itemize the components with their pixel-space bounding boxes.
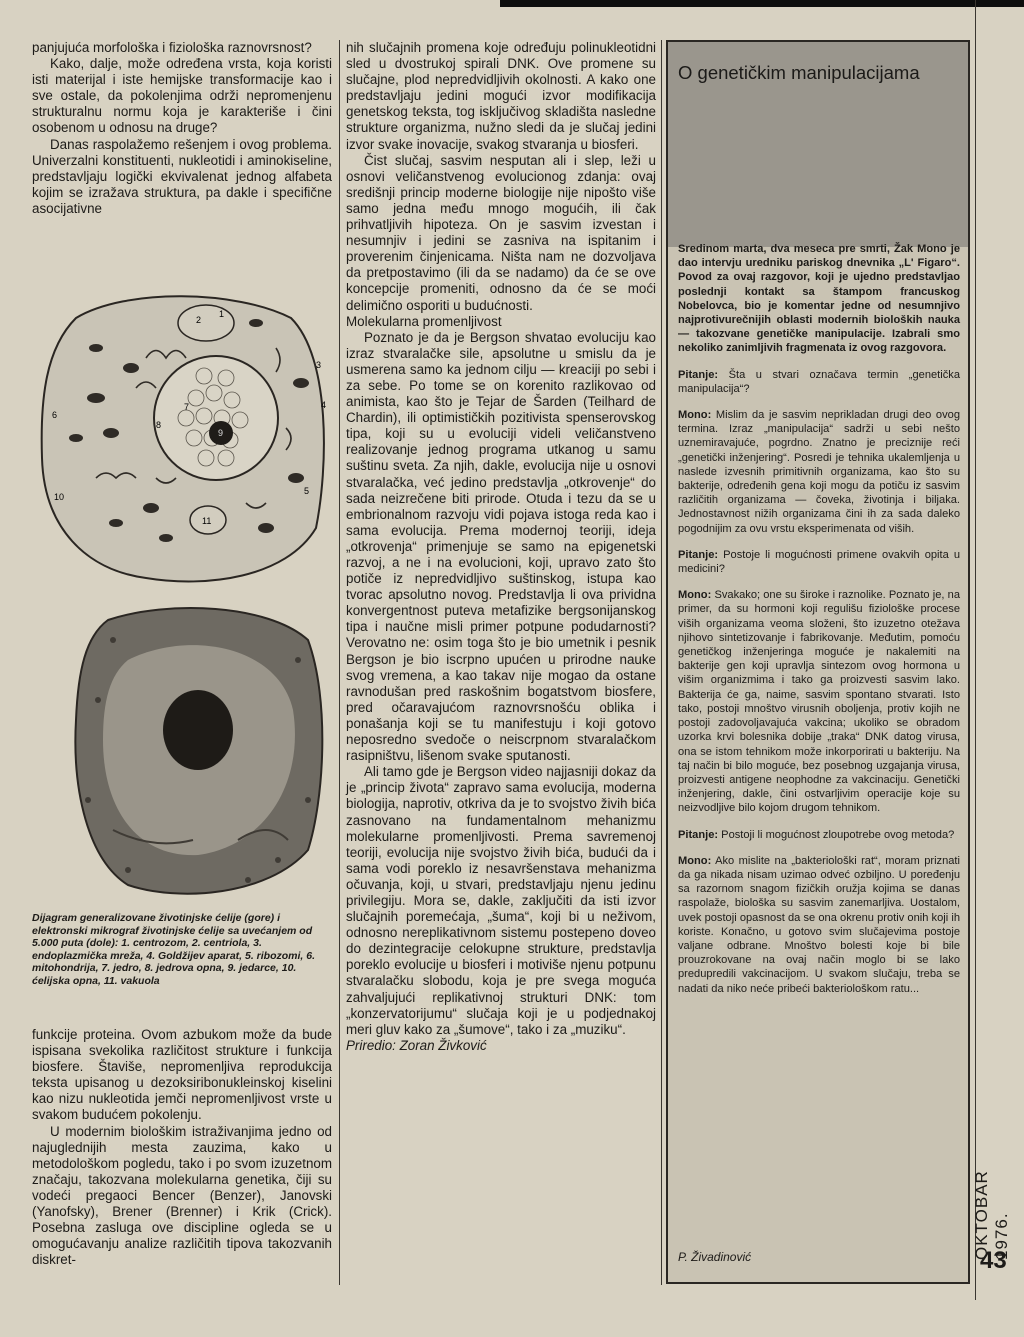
- interview-box-title: O genetičkim manipulacijama: [678, 62, 920, 83]
- column-1-top-text: [32, 40, 332, 217]
- right-margin-rule: [975, 0, 976, 1300]
- interview-text: Postoji li mogućnost zloupotrebe ovog metoda?: [721, 828, 955, 841]
- interview-exchange: [678, 548, 960, 576]
- interview-box-body: [678, 242, 960, 1008]
- interview-exchange: [678, 408, 960, 536]
- interview-text: Šta u stvari označava termin „genetička manipulacija“?: [678, 368, 960, 395]
- col1-top-paragraph: Danas raspolažemo rešenjem i ovog problema. Univerzalni konstituenti, nukleotidi i aminokiseline, predstavljaju logički ekvivalenat jednog alfabeta kojim se izražava struktura, pa dakle i specifične asocijativne: [32, 136, 332, 216]
- interview-speaker: Pitanje:: [678, 548, 719, 561]
- fig-label-8: 8: [156, 420, 162, 430]
- interview-speaker: Pitanje:: [678, 828, 719, 841]
- interview-exchange: [678, 854, 960, 996]
- interview-box-header: [668, 42, 968, 247]
- interview-exchange: [678, 828, 960, 842]
- interview-text: Mislim da je sasvim neprikladan drugi deo ovog termina. Izraz „manipulacija“ sadrži u sebi nešto uznemiravajuće, pogrdno. Znatno je preciznije reći „genetički inženjering“. Posredi je tehnika ukalemljenja u naslede izvesnih primitivnih organizama, kao što su bakterije, određenih gena koji mogu da potiču iz sasvim različitih organizama — čoveka, životinja i biljaka. Jednostavnost nižih organizama čini ih za sada daleko pogodnijim za ovu vrstu eksperimenata od viših.: [678, 409, 960, 535]
- column-2-bottom: [346, 330, 656, 1038]
- fig-label-1: 1: [219, 309, 225, 319]
- col2-top-paragraph: Čist slučaj, sasvim nesputan ali i slep, leži u osnovi veličanstvenog evolucionog zdanja: ovaj središnji princip moderne biologije nije nipošto više samo jedna među mnogo mogućih, ili čak prihvatljivih hipoteza. On je sasvim izvestan i nesumnjiv i jedini se zasniva na ispitanim i proverenim činjenicama. Ništa nam ne dozvoljava da pretpostavimo (ili da se nadamo) da će se ove koncepcije promeniti, odnosno da će se moći delimično osporiti u budućnosti.: [346, 152, 656, 313]
- fig-label-5: 5: [304, 486, 310, 496]
- figure-caption: Dijagram generalizovane životinjske ćelije (gore) i elektronski mikrograf životinjske ćelije sa uvećanjem od 5.000 puta (dole): 1. centrozom, 2. centriola, 3. endoplazmička mreža, 4. Goldžijev aparat, 5. ribozomi, 6. mitohondrija, 7. jedro, 8. jedrova opna, 9. jedarce, 10. ćelijska opna, 11. vakuola: [32, 912, 316, 987]
- column-2-text: [346, 40, 656, 1054]
- page-number: 43: [980, 1247, 1007, 1274]
- issue-date-text: OKTOBAR 1976.: [972, 1170, 1011, 1260]
- issue-date: [972, 1140, 1012, 1260]
- cell-diagram: [36, 288, 332, 593]
- interview-exchange: [678, 368, 960, 396]
- interview-text: Svakako; one su široke i raznolike. Poznato je, na primer, da su hormoni koji regulišu fiziološke procese viših organizama veoma složeni, što izuzetno otežava njihovo sintetizovanje i fabrikovanje. Međutim, pomoću genetičkog inženjeringa moguće je nakalemiti na bakterije gen koji upravlja sintezom ovog hormona u višim organizmima i tako ga proizvesti sasvim lako. Bakterija će ga, naime, sasvim spontano stvarati. Isto tako, postoji mnoštvo virusnih oboljenja, protiv kojih ne postoji zadovoljavajuća vakcina; ukoliko se obradom uzorka krvi bolesnika dobije „traka“ DNK datog virusa, ona se istom tehnikom može inkorporirati u bakteriju. Na taj način bi bilo moguće, bez posebnog uzgajanja virusa, proizvesti antigene neophodne za vakcinaciju. Genetički inženjering, dakle, čini ostvarljivim operacije koje su neizvodljive bilo kojom drugom tehnikom.: [678, 589, 960, 815]
- interview-signature: P. Živadinović: [678, 1250, 752, 1264]
- col2-bottom-paragraph: Ali tamo gde je Bergson video najjasniji dokaz da je „princip života“ zapravo sama evolucija, moderna biologija, naprotiv, otkriva da je to svojstvo živih bića zasnovano na fundamentalnom mehanizmu molekularne promenljivosti. Prema savremenoj teoriji, evolucija nije svojstvo živih bića, budući da i sama vodi poreklo iz nesavršenstava mehanizma očuvanja, koji, u stvari, predstavljaju njenu jedinu privilegiju. Mora se, dakle, zaključiti da isti izvor slučajnih poremećaja, „šuma“, koji bi u neživom, odnosno nereplikativnom sistemu postepeno doveo do dezintegracije celokupne strukture, predstavlja poreklo evolucije u biosferi i motiviše njenu potpunu stvaralačku slobodu, koja je pre svega moguća zahvaljujući replikativnoj strukturi DNK: tom „konzervatorijumu“ slučaja koji je u podjednakoj meri gluv kako za „šumove“, tako i za „muziku“.: [346, 764, 656, 1037]
- interview-box: [666, 40, 970, 1284]
- fig-label-9: 9: [218, 428, 224, 438]
- top-black-bar: [500, 0, 1024, 7]
- fig-label-4: 4: [321, 400, 327, 410]
- interview-exchange: [678, 588, 960, 815]
- interview-text: Postoje li mogućnosti primene ovakvih opita u medicini?: [678, 548, 960, 576]
- fig-label-11: 11: [202, 516, 212, 526]
- col2-bottom-paragraph: Poznato je da je Bergson shvatao evoluciju kao izraz stvaralačke sile, apsolutne u smislu da je usmerena samo ka jednom cilju — kreaciji po sebi i za sebe. Po tome se on korenito razlikovao od animista, kao što je Tejar de Šarden (Teilhard de Chardin), ili optimističkih pozitivista spenserovskog tipa, koji su u evoluciji videli veličanstveno realizovanje jednog programa utkanog u samu suštinu sveta. Za njih, dakle, evolucija nije u osnovi stvaralačka, već jedino predstavlja „otkrovenje“ do sada neizrečene biti prirode. Otuda i tezu da se u embrionalnom razvoju vidi pojava istoga reda kao i sama evolucija. Prema modernoj teoriji, ideja „otkrovenja“ primenjuje se samo na epigenetski razvoj, a ne i na evolucioni, koji, upravo zato što potiče iz nepredvidljivo suštinskog, istupa kao tvorac apsolutno novog. Predstavlja li ova prividna konvergentnost puteva metafizike bergsonijanskog tipa i naučne misli primer potpune podudarnosti? Verovatno ne: osim toga što je bio umetnik i pesnik Bergson je bio iscrpno upućen u prirodne nauke svog vremena, a kao takav nije mogao da ostane ravnodušan pred raskošnim bogatstvom biosfere, pred očaravajućom raznovrsnošću oblika i ponašanja koji se tu manifestuju i koji gotovo neposredno svedoče o neiscrpnom stvaralačkom rasipništvu, lišenom svake sputanosti.: [346, 329, 656, 764]
- col1-top-paragraph: Kako, dalje, može određena vrsta, koja koristi isti materijal i iste hemijske transformacije kao i sve ostale, da pokolenjima održi nepromenjenu strukturalnu normu koja je karakteriše i čini osobenom u odnosu na druge?: [32, 56, 332, 136]
- column-rule-right: [661, 40, 662, 1285]
- fig-label-6: 6: [52, 410, 58, 420]
- interview-speaker: Mono:: [678, 854, 712, 867]
- col2-top-paragraph: nih slučajnih promena koje određuju polinukleotidni sled u dvostrukoj spirali DNK. Ove promene su slučajne, plod nepredvidljivih okolnosti. A kako one predstavljaju jedini mogući izvor modifikacija genetskog teksta, tog isključivog skladišta nasledne strukture organizma, nužno sledi da je slučaj jedini izvor svake inovacije, svakog stvaranja u biosferi.: [346, 40, 656, 152]
- col1-bottom-paragraph: U modernim biološkim istraživanjima jedno od najuglednijih mesta zauzima, kako u metodološkom pogledu, tako i po svom izuzetnom značaju, takozvana molekularna genetika, čiji su vodeći pregaoci Bencer (Benzer), Janovski (Yanofsky), Brener (Brenner) i Krik (Crick). Posebna zasluga ove discipline ogleda se u omogućavanju analize različitih tipova takozvanih diskret-: [32, 1123, 332, 1268]
- fig-label-7: 7: [184, 402, 190, 412]
- column-rule-left: [339, 40, 340, 1285]
- electron-micrograph: [68, 600, 330, 902]
- fig-label-2: 2: [196, 315, 202, 325]
- col1-bottom-paragraph: funkcije proteina. Ovom azbukom može da bude ispisana svekolika različitost strukture i funkcija biosfere. Štaviše, nepromenljiva reprodukcija teksta upisanog u dezoksiribonukleinskoj kiselini kao nizu nukleotida jemči nepromenljivost vrste u svakom budućem pokolenju.: [32, 1027, 332, 1123]
- column-2-top: [346, 40, 656, 314]
- interview-speaker: Mono:: [678, 589, 712, 602]
- fig-label-3: 3: [316, 360, 322, 370]
- interview-intro: Sredinom marta, dva meseca pre smrti, Žak Mono je dao intervju uredniku pariskog dnevnika „L' Figaro“. Povod za ovaj razgovor, koji je ujedno predstavljao poslednji kontakt sa štampom francuskog Nobelovca, bio je komentar jedne od nesumnjivo najprotivurečnijih oblasti modernih bioloških nauka — takozvane genetičke manipulacije. Izabrali smo nekoliko zanimljivih fragmenata iz ovog razgovora.: [678, 243, 960, 355]
- column-1-bottom-text: [32, 1027, 332, 1268]
- interview-speaker: Pitanje:: [678, 368, 719, 381]
- interview-speaker: Mono:: [678, 409, 712, 422]
- interview-text: Ako mislite na „bakteriološki rat“, moram priznati da ga nikada nisam uzimao odveć ozbiljno. U poređenju sa razornom snagom fizičkih oružja kojima se danas raspolaže, biološka su sasvim zanemarljiva. Uostalom, uvek postoji opasnost da se ona okrenu protiv onih koji ih koriste. Konačno, u gotovo svim slučajevima postoje valjane odbrane. Mnoštvo bolesti koje bi bile prouzrokovane na ovaj način moglo bi se lako predupredili vakcinacijom. U svakom slučaju, treba se nadati da niko neće pribeći bakteriološkom ratu...: [678, 854, 960, 995]
- fig-label-10: 10: [54, 492, 65, 502]
- interview-qa-list: [678, 368, 960, 996]
- section-heading: Molekularna promenljivost: [346, 313, 502, 329]
- col1-top-paragraph: panjujuća morfološka i fiziološka raznovrsnost?: [32, 40, 312, 55]
- author-signature: Priredio: Zoran Živković: [346, 1037, 487, 1053]
